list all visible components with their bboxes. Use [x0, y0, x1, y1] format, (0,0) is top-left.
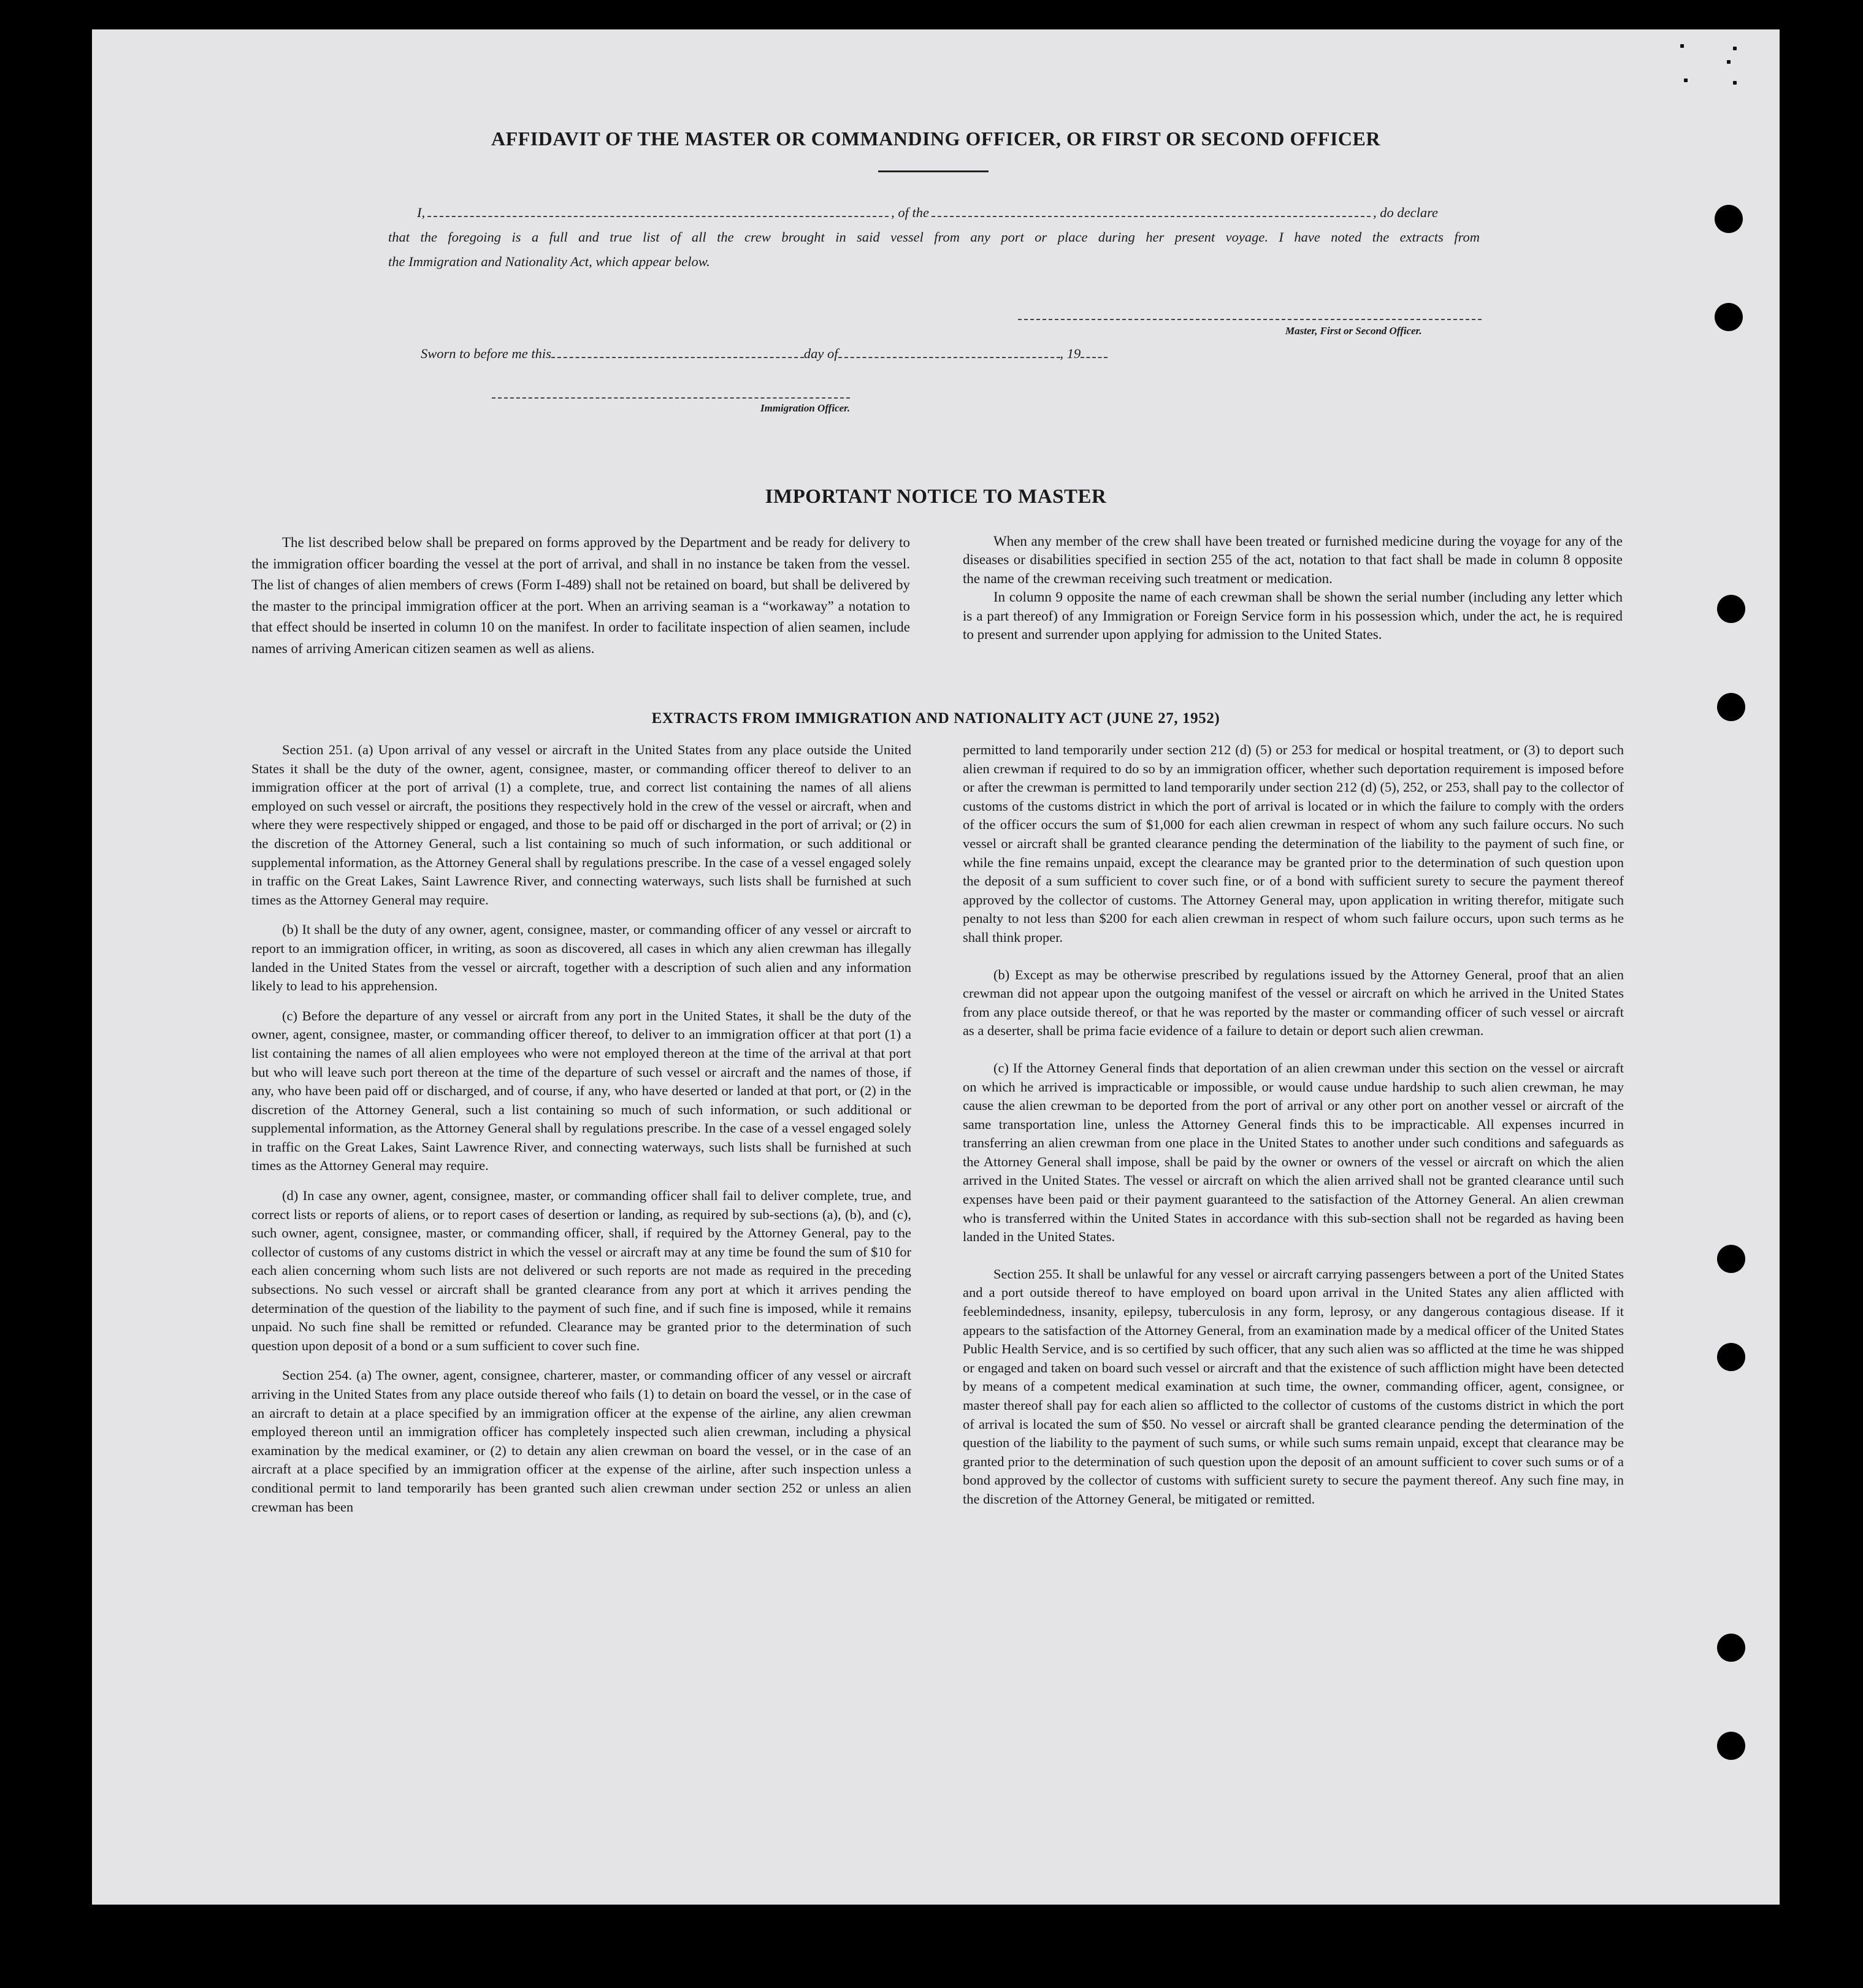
- section-251d: (d) In case any owner, agent, consignee, master, or commanding officer shall fail to deliver complete, true, and correct lists or reports of aliens, or to report cases of desertion or landing, as required by sub-sections (a), (b), and (c), such owner, agent, consignee, master, or commanding officer, shall, if required by the Attorney General, pay to the collector of customs of any customs district in which the vessel or aircraft may at any time be found the sum of $10 for each alien concerning whom such lists are not delivered or such reports are not made as required in the preceding subsections. No such vessel or aircraft shall be granted clearance from any port at which it arrives pending the determination of the question of the liability to the payment of such fine, and if such fine is imposed, while it remains unpaid. No such fine shall be remitted or refunded. Clearance may be granted prior to the determination of such question upon deposit of a bond or a sum sufficient to cover such fine.: [251, 1188, 911, 1353]
- affidavit-line-3: the Immigration and Nationality Act, which appear below.: [388, 254, 710, 269]
- document-page: [92, 29, 1780, 1905]
- declarant-prefix: I,: [417, 205, 426, 220]
- notice-right-column: [963, 532, 1623, 644]
- speck: [1727, 60, 1731, 64]
- month-blank[interactable]: [838, 357, 1060, 358]
- punch-hole: [1715, 303, 1743, 331]
- section-254a: Section 254. (a) The owner, agent, consignee, charterer, master, or commanding officer of any vessel or aircraft arriving in the United States from any place outside thereof who fails (1) to detain on board the vessel, or in the case of an aircraft to detain at a place specified by an immigration officer at the expense of the airline, any alien crewman employed thereon until an immigration officer has completely inspected such alien crewman, including a physical examination by the medical examiner, or (2) to detain any alien crewman on board the vessel, or in the case of an aircraft at a place specified by an immigration officer at the expense of the airline, after such inspection unless a conditional permit to land temporarily has been granted such alien crewman under section 252 or unless an alien crewman has been: [251, 1367, 911, 1515]
- notice-right-paragraph-1: When any member of the crew shall have been treated or furnished medicine during the voyage for any of the diseases or disabilities specified in section 255 of the act, notation to that fact shall be made in column 8 opposite the name of the crewman receiving such treatment or medication.: [963, 533, 1623, 586]
- notice-title: IMPORTANT NOTICE TO MASTER: [765, 486, 1107, 508]
- year-label: , 19: [1060, 346, 1081, 361]
- section-251b: (b) It shall be the duty of any owner, agent, consignee, master, or commanding officer of any vessel or aircraft to report to an immigration officer, in writing, as soon as discovered, all cases in which any alien crewman has illegally landed in the United States from the vessel or aircraft, together with a description of such alien and any information likely to lead to his apprehension.: [251, 922, 911, 994]
- section-251a: Section 251. (a) Upon arrival of any vessel or aircraft in the United States from any place outside the United States it shall be the duty of the owner, agent, consignee, master, or commanding officer thereof to deliver to an immigration officer at the port of arrival (1) a complete, true, and correct list containing the names of all aliens employed on such vessel or aircraft, the positions they respectively hold in the crew of the vessel or aircraft, when and where they were respectively shipped or engaged, and those to be paid off or discharged in the port of arrival; or (2) in the discretion of the Attorney General, such a list containing so much of such information, or such additional or supplemental information, as the Attorney General shall by regulations prescribe. In the case of a vessel engaged solely in traffic on the Great Lakes, Saint Lawrence River, and connecting waterways, such lists shall be furnished at such times as the Attorney General may require.: [251, 742, 911, 908]
- year-blank[interactable]: [1081, 357, 1107, 358]
- sworn-date-blank[interactable]: [551, 357, 804, 358]
- punch-hole: [1717, 1732, 1745, 1760]
- master-signature-caption: Master, First or Second Officer.: [1285, 325, 1422, 337]
- of-the-label: , of the: [891, 205, 929, 220]
- title-divider: [878, 170, 989, 172]
- speck: [1733, 47, 1737, 50]
- sworn-line: [421, 346, 1107, 362]
- do-declare-label: , do declare: [1373, 205, 1439, 220]
- punch-hole: [1717, 1343, 1745, 1371]
- notice-left-column: [251, 532, 910, 660]
- speck: [1733, 81, 1737, 85]
- extracts-title: EXTRACTS FROM IMMIGRATION AND NATIONALITY ACT (JUNE 27, 1952): [651, 710, 1220, 727]
- declarant-name-blank[interactable]: [427, 216, 889, 217]
- officer-signature-caption: Immigration Officer.: [760, 402, 851, 414]
- extracts-left-column: [251, 741, 911, 1516]
- vessel-name-blank[interactable]: [931, 216, 1371, 217]
- speck: [1684, 78, 1688, 82]
- officer-signature-line[interactable]: [492, 397, 850, 399]
- punch-hole: [1715, 205, 1743, 233]
- affidavit-line-1: [417, 205, 1438, 221]
- section-254c: (c) If the Attorney General finds that deportation of an alien crewman under this section on the vessel or aircraft on which he arrived is impracticable or impossible, or would cause undue hardship to such alien crewman, he may cause the alien crewman to be deported from the port of arrival or any other port on another vessel or aircraft of the same transportation line, unless the Attorney General finds this to be impracticable. All expenses incurred in transferring an alien crewman from one place in the United States to another under such conditions and safeguards as the Attorney General shall impose, shall be paid by the owner or owners of the vessel or aircraft on which the alien arrived in the United States. The vessel or aircraft on which the alien arrived shall not be granted clearance until such expenses have been paid or their payment guaranteed to the satisfaction of the Attorney General. An alien crewman who is transferred within the United States in accordance with this sub-section shall not be regarded as having been landed in the United States.: [963, 1060, 1624, 1245]
- section-254b: (b) Except as may be otherwise prescribed by regulations issued by the Attorney General, proof that an alien crewman did not appear upon the outgoing manifest of the vessel or aircraft on which he arrived in the United States from any place outside thereof, or that he was reported by the master or commanding officer of such vessel or aircraft as a deserter, shall be prima facie evidence of a failure to detain or deport such alien crewman.: [963, 966, 1624, 1039]
- day-of-label: day of: [803, 346, 838, 361]
- punch-hole: [1717, 1245, 1745, 1273]
- section-255: Section 255. It shall be unlawful for any vessel or aircraft carrying passengers between a port of the United States and a port outside thereof to have employed on board upon arrival in the United States any alien afflicted with feeblemindedness, insanity, epilepsy, tuberculosis in any form, leprosy, or any dangerous contagious disease. If it appears to the satisfaction of the Attorney General, from an examination made by a medical officer of the United States Public Health Service, and is so certified by such officer, that any such alien was so afflicted at the time he was shipped or engaged and taken on board such vessel or aircraft and that the existence of such affliction might have been detected by means of a competent medical examination at such time, the owner, commanding officer, agent, consignee, or master thereof shall pay for each alien so afflicted to the collector of customs of the customs district in which the port of arrival is located the sum of $50. No vessel or aircraft shall be granted clearance pending the determination of the question of the liability to the payment of such sums, or while such sums remain unpaid, except that clearance may be granted prior to the determination of such question upon the deposit of an amount sufficient to cover such sums or of a bond approved by the collector of customs with sufficient surety to secure the payment thereof. Any such fine may, in the discretion of the Attorney General, be mitigated or remitted.: [963, 1266, 1624, 1507]
- section-254a-cont: permitted to land temporarily under section 212 (d) (5) or 253 for medical or hospital treatment, or (3) to deport such alien crewman if required to do so by an immigration officer, whether such deportation requirement is imposed before or after the crewman is permitted to land temporarily under section 212 (d) (5), 252, or 253, shall pay to the collector of customs of the customs district in which the port of arrival is located or in which the failure to comply with the orders of the officer occurs the sum of $1,000 for each alien crewman in respect of whom any such failure occurs. No such vessel or aircraft shall be granted clearance pending the determination of the liability to the payment of such fine, or while the fine remains unpaid, except the clearance may be granted prior to the determination of such question upon the deposit of a sum sufficient to cover such fine, or of a bond with sufficient surety to secure the payment thereof approved by the collector of customs. The Attorney General may, upon application in writing therefor, mitigate such penalty to not less than $200 for each alien crewman in respect of whom such failure occurs, upon such terms as he shall think proper.: [963, 742, 1624, 945]
- affidavit-title: AFFIDAVIT OF THE MASTER OR COMMANDING OFFICER, OR FIRST OR SECOND OFFICER: [491, 128, 1380, 150]
- speck: [1680, 44, 1684, 48]
- sworn-label: Sworn to before me this: [421, 346, 551, 361]
- extracts-right-column: [963, 741, 1624, 1509]
- notice-left-paragraph: The list described below shall be prepared on forms approved by the Department and be ready for delivery to the immigration officer boarding the vessel at the port of arrival, and shall in no instance be taken from the vessel. The list of changes of alien members of crews (Form I-489) shall not be retained on board, but shall be delivered by the master to the principal immigration officer at the port. When an arriving seaman is a “workaway” a notation to that effect should be inserted in column 10 on the manifest. In order to facilitate inspection of alien seamen, include names of arriving American citizen seamen as well as aliens.: [251, 535, 910, 656]
- notice-right-paragraph-2: In column 9 opposite the name of each crewman shall be shown the serial number (including any letter which is a part thereof) of any Immigration or Foreign Service form in his possession which, under the act, he is required to present and surrender upon applying for admission to the United States.: [963, 589, 1623, 643]
- affidavit-line-2: that the foregoing is a full and true list of all the crew brought in said vessel from any port or place during her present voyage. I have noted the extracts from: [388, 229, 1480, 245]
- section-251c: (c) Before the departure of any vessel or aircraft from any port in the United States, it shall be the duty of the owner, agent, consignee, master, or commanding officer thereof, to deliver to an immigration officer at that port (1) a list containing the names of all alien employees who were not employed thereon at the time of the arrival at that port but who will leave such port thereon at the time of the departure of such vessel or aircraft and the names of those, if any, who have been paid off or discharged, and of course, if any, who have deserted or landed at that port, or (2) in the discretion of the Attorney General, such a list containing so much of such information, or such additional or supplemental information, as the Attorney General shall by regulations prescribe. In the case of a vessel engaged solely in traffic on the Great Lakes, Saint Lawrence River, and connecting waterways, such lists shall be furnished at such times as the Attorney General may require.: [251, 1007, 911, 1174]
- punch-hole: [1717, 1634, 1745, 1662]
- punch-hole: [1717, 595, 1745, 623]
- master-signature-line[interactable]: [1018, 319, 1482, 320]
